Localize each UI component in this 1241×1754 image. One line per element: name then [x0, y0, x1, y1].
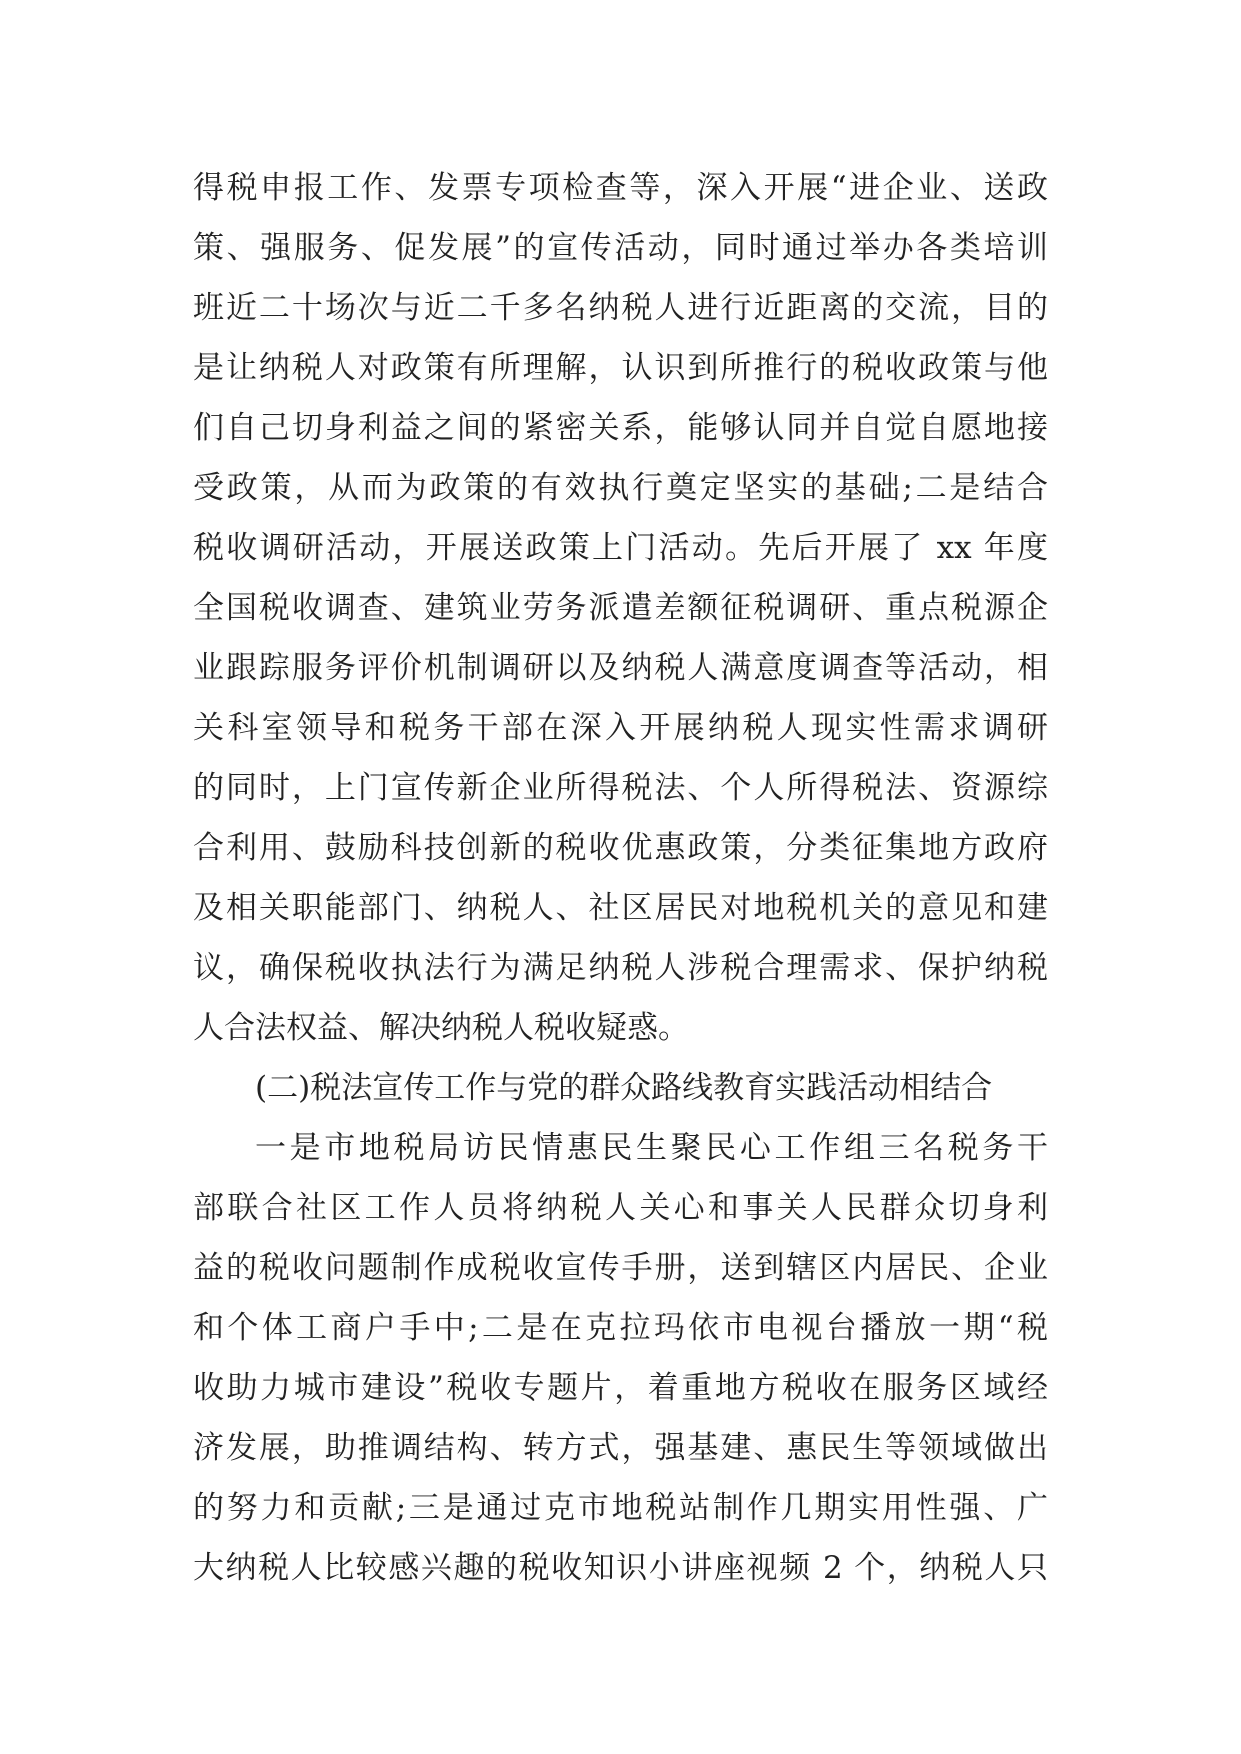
- text-line: 及相关职能部门、纳税人、社区居民对地税机关的意见和建: [193, 890, 1048, 926]
- text-line: 班近二十场次与近二千多名纳税人进行近距离的交流，目的: [193, 290, 1048, 326]
- text-line: 一是市地税局访民情惠民生聚民心工作组三名税务干: [255, 1130, 1048, 1166]
- text-line: 是让纳税人对政策有所理解，认识到所推行的税收政策与他: [193, 350, 1048, 386]
- text-line: 们自己切身利益之间的紧密关系，能够认同并自觉自愿地接: [193, 410, 1048, 446]
- text-line: 的努力和贡献;三是通过克市地税站制作几期实用性强、广: [193, 1490, 1048, 1526]
- text-line: 大纳税人比较感兴趣的税收知识小讲座视频 2 个，纳税人只: [193, 1550, 1048, 1586]
- section-heading: (二)税法宣传工作与党的群众路线教育实践活动相结合: [255, 1070, 993, 1106]
- text-line: 和个体工商户手中;二是在克拉玛依市电视台播放一期“税: [193, 1310, 1048, 1346]
- text-line: 人合法权益、解决纳税人税收疑惑。: [193, 1010, 689, 1046]
- text-line: 收助力城市建设”税收专题片，着重地方税收在服务区域经: [193, 1370, 1048, 1406]
- text-line: 税收调研活动，开展送政策上门活动。先后开展了 xx 年度: [193, 530, 1048, 566]
- text-line: 受政策，从而为政策的有效执行奠定坚实的基础;二是结合: [193, 470, 1048, 506]
- text-line: 济发展，助推调结构、转方式，强基建、惠民生等领域做出: [193, 1430, 1048, 1466]
- text-line: 部联合社区工作人员将纳税人关心和事关人民群众切身利: [193, 1190, 1048, 1226]
- text-line: 业跟踪服务评价机制调研以及纳税人满意度调查等活动，相: [193, 650, 1048, 686]
- text-line: 的同时，上门宣传新企业所得税法、个人所得税法、资源综: [193, 770, 1048, 806]
- text-line: 关科室领导和税务干部在深入开展纳税人现实性需求调研: [193, 710, 1048, 746]
- text-line: 得税申报工作、发票专项检查等，深入开展“进企业、送政: [193, 170, 1048, 206]
- body-text: [193, 158, 1048, 1598]
- text-line: 策、强服务、促发展”的宣传活动，同时通过举办各类培训: [193, 230, 1048, 266]
- text-line: 全国税收调查、建筑业劳务派遣差额征税调研、重点税源企: [193, 590, 1048, 626]
- text-line: 合利用、鼓励科技创新的税收优惠政策，分类征集地方政府: [193, 830, 1048, 866]
- text-line: 益的税收问题制作成税收宣传手册，送到辖区内居民、企业: [193, 1250, 1048, 1286]
- text-line: 议，确保税收执法行为满足纳税人涉税合理需求、保护纳税: [193, 950, 1048, 986]
